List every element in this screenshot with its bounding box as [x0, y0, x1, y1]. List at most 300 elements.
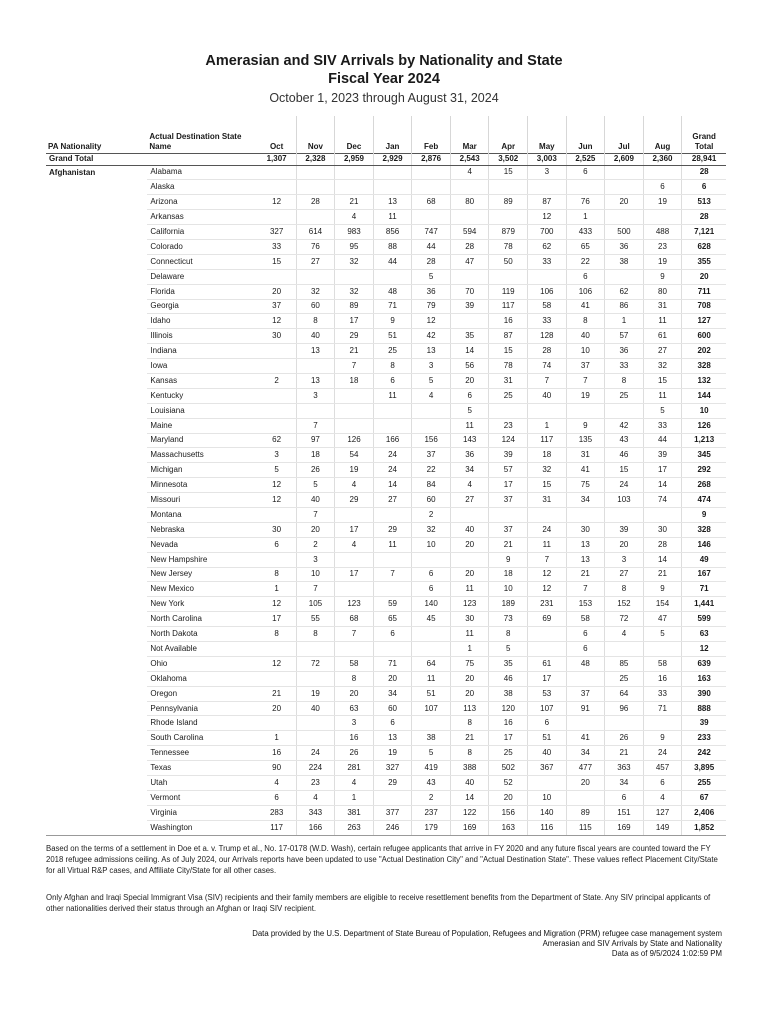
month-value-cell: 20	[450, 373, 489, 388]
month-value-cell: 13	[296, 344, 335, 359]
month-value-cell: 127	[643, 805, 682, 820]
month-value-cell: 37	[566, 686, 605, 701]
month-value-cell: 6	[566, 642, 605, 657]
month-value-cell: 33	[643, 418, 682, 433]
month-value-cell	[373, 403, 412, 418]
month-value-cell	[412, 165, 451, 180]
month-value-cell: 19	[296, 686, 335, 701]
month-value-cell: 78	[489, 359, 528, 374]
month-value-cell: 747	[412, 225, 451, 240]
month-value-cell	[412, 418, 451, 433]
header-month: Feb	[412, 116, 451, 153]
month-value-cell: 22	[412, 463, 451, 478]
row-grand-total: 345	[682, 448, 726, 463]
month-value-cell: 36	[450, 448, 489, 463]
month-value-cell: 20	[489, 790, 528, 805]
month-value-cell: 41	[566, 299, 605, 314]
row-grand-total: 9	[682, 507, 726, 522]
month-value-cell	[528, 269, 567, 284]
month-value-cell: 13	[373, 731, 412, 746]
row-grand-total: 7,121	[682, 225, 726, 240]
table-row	[46, 299, 726, 314]
table-row	[46, 761, 726, 776]
month-value-cell: 87	[528, 195, 567, 210]
grand-total-cell: 2,876	[412, 153, 451, 165]
month-value-cell: 60	[296, 299, 335, 314]
month-value-cell: 4	[450, 165, 489, 180]
month-value-cell: 126	[335, 433, 374, 448]
month-value-cell: 20	[605, 537, 644, 552]
month-value-cell: 18	[335, 373, 374, 388]
month-value-cell: 6	[643, 180, 682, 195]
month-value-cell: 50	[489, 254, 528, 269]
table-row	[46, 329, 726, 344]
month-value-cell: 4	[605, 627, 644, 642]
nationality-spacer	[46, 180, 147, 195]
month-value-cell: 33	[528, 314, 567, 329]
row-grand-total: 132	[682, 373, 726, 388]
nationality-spacer	[46, 433, 147, 448]
nationality-spacer	[46, 314, 147, 329]
nationality-spacer	[46, 656, 147, 671]
month-value-cell: 105	[296, 597, 335, 612]
month-value-cell: 76	[566, 195, 605, 210]
month-value-cell: 6	[566, 165, 605, 180]
month-value-cell: 154	[643, 597, 682, 612]
month-value-cell: 26	[296, 463, 335, 478]
month-value-cell	[296, 716, 335, 731]
month-value-cell: 107	[528, 701, 567, 716]
month-value-cell: 419	[412, 761, 451, 776]
month-value-cell: 124	[489, 433, 528, 448]
month-value-cell: 29	[373, 776, 412, 791]
month-value-cell: 53	[528, 686, 567, 701]
month-value-cell: 19	[566, 388, 605, 403]
row-grand-total: 6	[682, 180, 726, 195]
month-value-cell: 1	[335, 790, 374, 805]
month-value-cell: 6	[412, 567, 451, 582]
month-value-cell	[335, 552, 374, 567]
month-value-cell: 88	[373, 239, 412, 254]
month-value-cell	[258, 359, 297, 374]
row-grand-total: 233	[682, 731, 726, 746]
month-value-cell: 4	[335, 537, 374, 552]
month-value-cell: 15	[489, 344, 528, 359]
month-value-cell: 7	[528, 552, 567, 567]
nationality-spacer	[46, 686, 147, 701]
table-row	[46, 746, 726, 761]
table-row	[46, 612, 726, 627]
nationality-spacer	[46, 761, 147, 776]
month-value-cell: 4	[335, 776, 374, 791]
month-value-cell: 7	[566, 373, 605, 388]
month-value-cell: 43	[605, 433, 644, 448]
month-value-cell	[450, 210, 489, 225]
month-value-cell: 24	[605, 478, 644, 493]
month-value-cell: 36	[412, 284, 451, 299]
source-report-name: Amerasian and SIV Arrivals by State and Nationality	[542, 939, 722, 948]
month-value-cell: 502	[489, 761, 528, 776]
month-value-cell	[373, 180, 412, 195]
table-row	[46, 388, 726, 403]
month-value-cell: 8	[450, 746, 489, 761]
month-value-cell: 33	[605, 359, 644, 374]
month-value-cell: 8	[605, 373, 644, 388]
state-name: Illinois	[147, 329, 257, 344]
month-value-cell: 20	[605, 195, 644, 210]
month-value-cell: 26	[335, 746, 374, 761]
month-value-cell	[258, 716, 297, 731]
state-name: Utah	[147, 776, 257, 791]
month-value-cell: 44	[412, 239, 451, 254]
table-row	[46, 567, 726, 582]
month-value-cell: 120	[489, 701, 528, 716]
nationality-spacer	[46, 284, 147, 299]
month-value-cell: 63	[335, 701, 374, 716]
state-name: New York	[147, 597, 257, 612]
month-value-cell: 79	[412, 299, 451, 314]
nationality-spacer	[46, 195, 147, 210]
month-value-cell: 7	[296, 418, 335, 433]
month-value-cell: 12	[258, 656, 297, 671]
month-value-cell: 1	[566, 210, 605, 225]
month-value-cell: 21	[605, 746, 644, 761]
row-grand-total: 49	[682, 552, 726, 567]
month-value-cell: 7	[373, 567, 412, 582]
month-value-cell	[412, 552, 451, 567]
month-value-cell	[335, 165, 374, 180]
month-value-cell: 25	[605, 388, 644, 403]
row-grand-total: 20	[682, 269, 726, 284]
month-value-cell: 11	[643, 388, 682, 403]
month-value-cell: 2	[412, 790, 451, 805]
arrivals-table-container	[46, 116, 726, 836]
row-grand-total: 628	[682, 239, 726, 254]
month-value-cell	[335, 582, 374, 597]
month-value-cell: 246	[373, 820, 412, 835]
month-value-cell: 16	[489, 716, 528, 731]
month-value-cell: 75	[450, 656, 489, 671]
month-value-cell: 14	[450, 344, 489, 359]
month-value-cell: 42	[412, 329, 451, 344]
row-grand-total: 28	[682, 165, 726, 180]
month-value-cell	[412, 627, 451, 642]
month-value-cell: 11	[643, 314, 682, 329]
nationality-spacer	[46, 373, 147, 388]
nationality-spacer	[46, 612, 147, 627]
report-title: Amerasian and SIV Arrivals by Nationality and State	[205, 53, 563, 69]
month-value-cell	[643, 716, 682, 731]
month-value-cell	[643, 165, 682, 180]
month-value-cell: 74	[643, 493, 682, 508]
month-value-cell: 9	[373, 314, 412, 329]
month-value-cell: 36	[605, 239, 644, 254]
month-value-cell: 2	[412, 507, 451, 522]
month-value-cell: 15	[528, 478, 567, 493]
month-value-cell: 15	[258, 254, 297, 269]
month-value-cell: 16	[258, 746, 297, 761]
table-row	[46, 686, 726, 701]
table-row	[46, 522, 726, 537]
month-value-cell: 7	[566, 582, 605, 597]
month-value-cell: 19	[373, 746, 412, 761]
month-value-cell	[373, 269, 412, 284]
state-name: Missouri	[147, 493, 257, 508]
month-value-cell: 20	[450, 671, 489, 686]
report-date-range: October 1, 2023 through August 31, 2024	[269, 91, 499, 105]
month-value-cell: 13	[373, 195, 412, 210]
month-value-cell: 91	[566, 701, 605, 716]
month-value-cell: 34	[450, 463, 489, 478]
month-value-cell	[335, 269, 374, 284]
month-value-cell: 35	[450, 329, 489, 344]
month-value-cell: 31	[528, 493, 567, 508]
state-name: New Hampshire	[147, 552, 257, 567]
month-value-cell: 25	[489, 746, 528, 761]
month-value-cell: 107	[412, 701, 451, 716]
nationality-spacer	[46, 776, 147, 791]
month-value-cell	[605, 716, 644, 731]
month-value-cell: 433	[566, 225, 605, 240]
row-grand-total: 292	[682, 463, 726, 478]
month-value-cell: 163	[489, 820, 528, 835]
table-row	[46, 716, 726, 731]
month-value-cell	[258, 552, 297, 567]
state-name: Nebraska	[147, 522, 257, 537]
month-value-cell: 116	[528, 820, 567, 835]
row-grand-total: 328	[682, 359, 726, 374]
month-value-cell: 6	[643, 776, 682, 791]
month-value-cell: 30	[258, 329, 297, 344]
month-value-cell: 11	[528, 537, 567, 552]
state-name: Colorado	[147, 239, 257, 254]
month-value-cell: 113	[450, 701, 489, 716]
month-value-cell: 2	[258, 373, 297, 388]
header-nationality: PA Nationality	[48, 141, 102, 151]
table-row	[46, 582, 726, 597]
row-grand-total: 328	[682, 522, 726, 537]
month-value-cell: 24	[296, 746, 335, 761]
table-row	[46, 254, 726, 269]
row-grand-total: 639	[682, 656, 726, 671]
month-value-cell: 12	[528, 567, 567, 582]
month-value-cell: 117	[528, 433, 567, 448]
header-month: Aug	[643, 116, 682, 153]
month-value-cell: 237	[412, 805, 451, 820]
nationality-spacer	[46, 225, 147, 240]
month-value-cell: 51	[373, 329, 412, 344]
month-value-cell: 71	[373, 299, 412, 314]
month-value-cell: 40	[450, 776, 489, 791]
month-value-cell: 37	[489, 522, 528, 537]
month-value-cell: 5	[412, 746, 451, 761]
month-value-cell: 7	[296, 507, 335, 522]
month-value-cell: 27	[373, 493, 412, 508]
state-name: Arkansas	[147, 210, 257, 225]
month-value-cell: 27	[450, 493, 489, 508]
month-value-cell: 122	[450, 805, 489, 820]
month-value-cell: 11	[373, 537, 412, 552]
month-value-cell: 7	[296, 582, 335, 597]
month-value-cell: 12	[528, 210, 567, 225]
table-row	[46, 239, 726, 254]
table-row	[46, 776, 726, 791]
month-value-cell	[489, 269, 528, 284]
month-value-cell: 48	[566, 656, 605, 671]
month-value-cell: 6	[412, 582, 451, 597]
month-value-cell: 42	[605, 418, 644, 433]
month-value-cell: 1	[605, 314, 644, 329]
header-month: Jul	[605, 116, 644, 153]
table-row	[46, 552, 726, 567]
month-value-cell: 3	[528, 165, 567, 180]
nationality-spacer	[46, 746, 147, 761]
month-value-cell: 224	[296, 761, 335, 776]
state-name: Kansas	[147, 373, 257, 388]
month-value-cell: 75	[566, 478, 605, 493]
month-value-cell: 3	[258, 448, 297, 463]
month-value-cell	[412, 180, 451, 195]
header-month: Dec	[335, 116, 374, 153]
month-value-cell: 57	[489, 463, 528, 478]
month-value-cell: 28	[296, 195, 335, 210]
month-value-cell: 5	[450, 403, 489, 418]
grand-total-overall: 28,941	[682, 153, 726, 165]
month-value-cell	[528, 627, 567, 642]
month-value-cell: 71	[643, 701, 682, 716]
table-row	[46, 344, 726, 359]
state-name: Maryland	[147, 433, 257, 448]
month-value-cell: 19	[643, 195, 682, 210]
month-value-cell: 89	[566, 805, 605, 820]
month-value-cell: 64	[412, 656, 451, 671]
state-name: Vermont	[147, 790, 257, 805]
nationality-spacer	[46, 805, 147, 820]
month-value-cell: 60	[373, 701, 412, 716]
nationality-spacer	[46, 507, 147, 522]
state-name: Connecticut	[147, 254, 257, 269]
month-value-cell	[450, 314, 489, 329]
nationality-spacer	[46, 299, 147, 314]
month-value-cell: 41	[566, 731, 605, 746]
month-value-cell: 52	[489, 776, 528, 791]
month-value-cell: 45	[412, 612, 451, 627]
state-name: Tennessee	[147, 746, 257, 761]
month-value-cell: 97	[296, 433, 335, 448]
table-row	[46, 805, 726, 820]
month-value-cell: 14	[373, 478, 412, 493]
table-row	[46, 790, 726, 805]
month-value-cell: 32	[412, 522, 451, 537]
month-value-cell	[258, 418, 297, 433]
month-value-cell: 477	[566, 761, 605, 776]
month-value-cell: 8	[450, 716, 489, 731]
month-value-cell: 43	[412, 776, 451, 791]
state-name: Pennsylvania	[147, 701, 257, 716]
state-name: North Dakota	[147, 627, 257, 642]
month-value-cell	[412, 716, 451, 731]
month-value-cell: 12	[258, 195, 297, 210]
month-value-cell	[296, 642, 335, 657]
month-value-cell: 32	[528, 463, 567, 478]
month-value-cell	[528, 507, 567, 522]
month-value-cell: 8	[258, 567, 297, 582]
table-row	[46, 701, 726, 716]
month-value-cell: 46	[605, 448, 644, 463]
grand-total-cell: 2,328	[296, 153, 335, 165]
month-value-cell: 12	[528, 582, 567, 597]
month-value-cell	[373, 582, 412, 597]
month-value-cell: 40	[296, 329, 335, 344]
row-grand-total: 10	[682, 403, 726, 418]
month-value-cell: 4	[296, 790, 335, 805]
month-value-cell	[296, 269, 335, 284]
nationality-spacer	[46, 388, 147, 403]
month-value-cell: 80	[643, 284, 682, 299]
row-grand-total: 12	[682, 642, 726, 657]
state-name: Nevada	[147, 537, 257, 552]
month-value-cell: 283	[258, 805, 297, 820]
table-row	[46, 448, 726, 463]
source-line: Data provided by the U.S. Department of State Bureau of Population, Refugees and Migration (PRM) refugee case management system	[252, 929, 722, 938]
month-value-cell	[258, 671, 297, 686]
month-value-cell	[643, 642, 682, 657]
state-name: Oregon	[147, 686, 257, 701]
month-value-cell: 40	[566, 329, 605, 344]
header-state: Actual Destination State Name	[149, 131, 242, 151]
month-value-cell: 22	[566, 254, 605, 269]
month-value-cell	[258, 210, 297, 225]
month-value-cell	[296, 731, 335, 746]
month-value-cell: 115	[566, 820, 605, 835]
month-value-cell: 9	[489, 552, 528, 567]
month-value-cell	[373, 642, 412, 657]
month-value-cell: 5	[489, 642, 528, 657]
header-month: Nov	[296, 116, 335, 153]
month-value-cell: 20	[258, 701, 297, 716]
month-value-cell: 29	[335, 329, 374, 344]
month-value-cell: 65	[566, 239, 605, 254]
month-value-cell	[335, 403, 374, 418]
month-value-cell: 1	[258, 731, 297, 746]
state-name: Michigan	[147, 463, 257, 478]
nationality-spacer	[46, 478, 147, 493]
month-value-cell: 152	[605, 597, 644, 612]
nationality-spacer	[46, 359, 147, 374]
month-value-cell: 34	[373, 686, 412, 701]
state-name: New Mexico	[147, 582, 257, 597]
month-value-cell: 40	[296, 493, 335, 508]
month-value-cell: 89	[489, 195, 528, 210]
state-name: Not Available	[147, 642, 257, 657]
month-value-cell: 41	[566, 463, 605, 478]
row-grand-total: 3,895	[682, 761, 726, 776]
month-value-cell: 149	[643, 820, 682, 835]
month-value-cell: 17	[258, 612, 297, 627]
month-value-cell: 614	[296, 225, 335, 240]
month-value-cell: 25	[605, 671, 644, 686]
nationality-spacer	[46, 522, 147, 537]
month-value-cell: 119	[489, 284, 528, 299]
month-value-cell: 13	[566, 537, 605, 552]
month-value-cell: 5	[643, 403, 682, 418]
month-value-cell	[335, 642, 374, 657]
month-value-cell: 10	[566, 344, 605, 359]
month-value-cell: 34	[566, 746, 605, 761]
header-month: Apr	[489, 116, 528, 153]
month-value-cell	[335, 418, 374, 433]
month-value-cell: 6	[373, 373, 412, 388]
